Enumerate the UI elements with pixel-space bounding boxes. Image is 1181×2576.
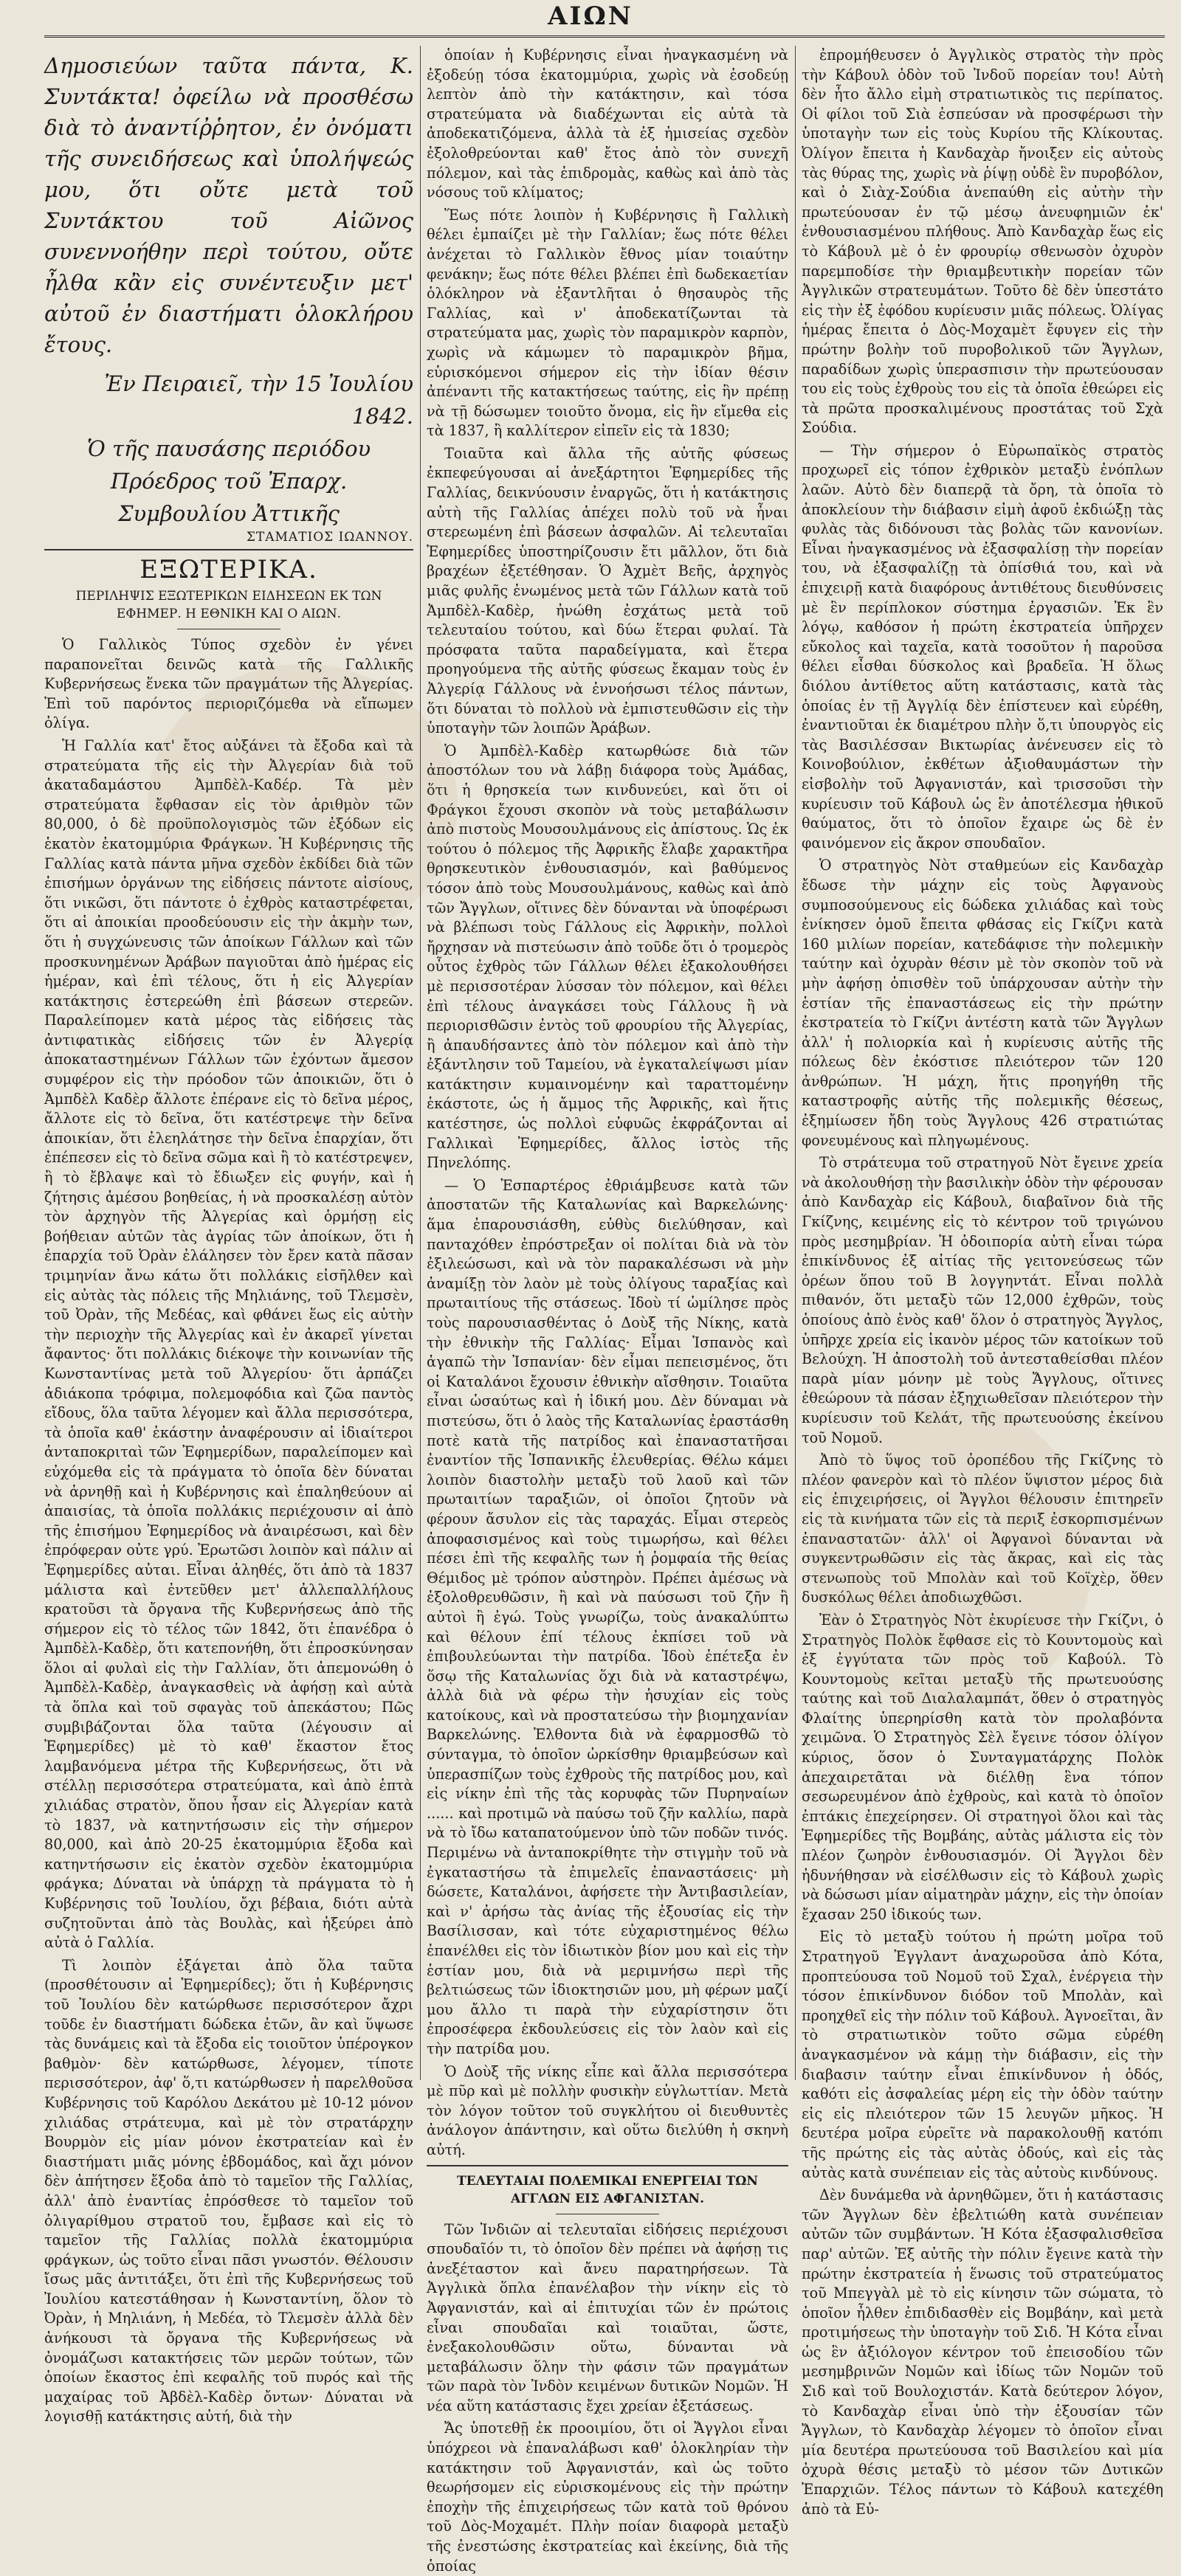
article-paragraph: ὁποίαν ἡ Κυβέρνησις εἶναι ἠναγκασμένη νὰ ἐξοδεύῃ τόσα ἑκατομμύρια, χωρὶς νὰ ἐσοδεύῃ λεπτὸν ἀπὸ τὴν κατάκτησιν, καὶ τόσα στρατεύματα νὰ διαδέχωνται εἰς αὐτὰ τὰ ἀποδεκατιζόμενα, ἀλλὰ τὰ ἐξ ἡμισείας σχεδὸν ἐξολοθρεύονται καθ' ἔτος ἀπὸ τὸν συνεχῆ πόλεμον, καὶ τὰς ἐπιδρομὰς, καθὼς καὶ ἀπὸ τὰς νόσους τοῦ κλίματος; xyxy=(427,46,788,201)
article-paragraph: — Τὴν σήμερον ὁ Εὐρωπαϊκὸς στρατὸς προχωρεῖ εἰς τόπον ἐχθρικὸν μεταξὺ ἐνόπλων λαῶν. Αὐτὸ δὲν διαπερᾷ τὰ ὄρη, τὰ ὁποῖα τὸ ἀποκλείουν τὴν διάβασιν εἰμὴ ἀφοῦ ἐκδιώξῃ τὰς φυλὰς τὰς διδόνουσι τὰς βολὰς τῶν κανονίων. Εἶναι ἠναγκασμένος νὰ ἐξασφαλίσῃ τὴν πορείαν του, νὰ ἐξασφαλίζῃ τὰ ὀπίσθιά του, καὶ νὰ ἐπιχειρῇ κατὰ διαφόρους ἀντιθέτους διευθύνσεις μὲ ἓν περίπλοκον σύστημα ἐργασιῶν. Ἐκ ἓν λόγῳ, καθόσον ἡ πρώτη ἐκστρατεία ὑπῆρχεν εὔκολος καὶ ταχεῖα, κατὰ τοσοῦτον ἡ παροῦσα θέλει εἶσθαι δύσκολος καὶ βραδεῖα. Ἡ ὅλως διόλου ἀντίθετος αὕτη κατάστασις, κατὰ τὰς ὁποίας ἐν τῇ Ἀγγλίᾳ δὲν ἐπίστευεν καὶ εὑρέθη, ἐναντιοῦται ἐκ διαμέτρου πλὴν ὅ,τι ὑπουργὸς εἰς τὰς Βασιλέσσαν Βικτωρίας ἀνένευσεν εἰς τὸ Κοινοβούλιον, ἐκθέτων ἀξιοθαυμάστων τὴν εἰσβολὴν τοῦ Ἀφγανιστάν, καὶ τρισσοῦσι τὴν κυρίευσιν τοῦ Κάβουλ ὡς ἓν ἀποτέλεσμα ἠθικοῦ θαύματος, ὅτι τὸ ὁποῖον ἔχαιρε ὡς δὲ ἐν φαινόμενον εἰς ἄκρον σπουδαῖον. xyxy=(802,441,1163,852)
article-paragraph: Ὁ Δοὺξ τῆς νίκης εἶπε καὶ ἄλλα περισσότερα μὲ πῦρ καὶ μὲ πολλὴν φυσικὴν εὐγλωττίαν. Μετὰ τὸν λόγον τοῦτον τοῦ συγκλήτου οἱ διευθυντὲς ἀνάλογον ἀπάντησιν, καὶ οὕτω διελύθη ἡ σκηνὴ αὐτή. xyxy=(427,2062,788,2158)
article-paragraph: Τὸ στράτευμα τοῦ στρατηγοῦ Νὸτ ἔγεινε χρεία νὰ ἀκολουθήσῃ τὴν βασιλικὴν ὁδὸν τὴν φέρουσαν ἀπὸ Κανδαχὰρ εἰς Κάβουλ, διαβαῖνον διὰ τῆς Γκίζνης, κειμένης εἰς τὸ κέντρον τοῦ τριγώνου πρὸς μεσημβρίαν. Ἡ ὁδοιπορία αὐτὴ εἶναι τώρα ἐπικίνδυνος ἐξ αἰτίας τῆς γειτονεύσεως τῶν ὀρέων ὅπου τοῦ Β λογγηντάτ. Εἶναι πολλὰ πιθανόν, ὅτι μεταξὺ τῶν 12,000 ἐχθρῶν, τοὺς ὁποίους ἀπὸ ἑνὸς καθ' ὅλον ὁ στρατηγὸς Ἄγγλος, ὑπῆρχε χρεία εἰς ἱκανὸν μέρος τῶν κατοίκων τοῦ Βελούχη. Ἡ ἀποστολὴ τοῦ ἀντεσταθείσθαι πλέον παρὰ μίαν μόνην μὲ τοὺς Ἄγγλους, οἵτινες ἐθεώρουν τὰ πάσαν ἐξηχιωθεῖσαν πλειότερον τὴν κυρίευσιν τοῦ Κελάτ, τῆς πρωτευούσης ἐκείνου τοῦ Νομοῦ. xyxy=(802,1154,1163,1446)
article-paragraph: Ἀπὸ τὸ ὕψος τοῦ ὀροπέδου τῆς Γκίζνης τὸ πλέον φανερὸν καὶ τὸ πλέον ὕψιστον μέρος διὰ εἰς ἐπιχειρήσεις, οἱ Ἄγγλοι θέλουσιν ἐπιτηρεῖν εἰς τὰ κινήματα τῶν εἰς τὰ περιξ ἐσκορπισμένων ἐπαναστατῶν· ἀλλ' οἱ Ἀφγανοὶ δύνανται νὰ συγκεντρωθῶσιν εἰς τὰς ἄκρας, καὶ εἰς τὰς στενωποὺς τοῦ Μπολὰν καὶ τοῦ Κοϊχὲρ, ὅθεν δυσκόλως θέλει ἀποδιωχθῶσι. xyxy=(802,1451,1163,1606)
column-divider xyxy=(420,46,421,2080)
column-1 xyxy=(44,46,413,2425)
notice-text: Δημοσιεύων ταῦτα πάντα, Κ. Συντάκτα! ὀφείλω νὰ προσθέσω διὰ τὸ ἀναντίῤῥητον, ἐν ὀνόματι τῆς συνειδήσεως καὶ ὑπολήψεώς μου, ὅτι οὔτε μετὰ τοῦ Συντάκτου τοῦ Αἰῶνος συνεννοήθην περὶ τούτου, οὔτε ἦλθα κἂν εἰς συνέντευξιν μετ' αὐτοῦ ἐν διαστήματι ὁλοκλήρου ἔτους. xyxy=(44,53,413,357)
article-paragraph: Δὲν δυνάμεθα νὰ ἀρνηθῶμεν, ὅτι ἡ κατάστασις τῶν Ἄγγλων δὲν ἐβελτιώθη κατὰ συνέπειαν αὐτῶν τῶν συμβάντων. Ἡ Κότα ἐξασφαλισθεῖσα παρ' αὐτῶν. Ἐξ αὐτῆς τὴν πόλιν ἔγεινε κατὰ τὴν πρώτην ἐκστρατεία ἡ ἕνωσις τοῦ στρατεύματος τοῦ Μπεγγὰλ μὲ τὸ εἰς κίνησιν τῶν σώματα, τὸ ὁποῖον ἦλθεν ἐπιδιδασθὲν εἰς Βομβάην, καὶ μετὰ προτιμήσεως τὴν ὑποταγὴν τοῦ Σιδ. Ἡ Κότα εἶναι ὡς ἓν ἀξιόλογον κέντρον τοῦ ἐπεισοδίου τῶν μεσημβρινῶν Νομῶν καὶ ἰδίως τῶν Νομῶν τοῦ Σιδ καὶ τοῦ Βουλοχιστάν. Κατὰ δεύτερον λόγον, τὸ Κανδαχὰρ εἶναι ὑπὸ τὴν ἐξουσίαν τῶν Ἄγγλων, τὸ Κανδαχὰρ λέγομεν τὸ ὁποῖον εἶναι μία δευτέρα πρωτεύουσα τοῦ Βασιλείου καὶ μία ὀχυρὰ θέσις μεταξὺ τὸ μέσον τῶν Δυτικῶν Ἐπαρχιῶν. Τέλος πάντων τὸ Κάβουλ κατεχέθη ἀπὸ τὰ Εὐ- xyxy=(802,2186,1163,2518)
article-paragraph: Εἰς τὸ μεταξὺ τούτου ἡ πρώτη μοῖρα τοῦ Στρατηγοῦ Ἐγγλαντ ἀναχωροῦσα ἀπὸ Κότα, προπτεύουσα τοῦ Νομοῦ τοῦ Σχαλ, ἐνέργεια τὴν τόσον ἐπικίνδυνον διόδον τοῦ Μπολὰν, καὶ προηχθεῖ εἰς τὴν πόλιν τοῦ Κάβουλ. Ἀγνοεῖται, ἂν τὸ στρατιωτικὸν τοῦτο σῶμα εὑρέθη ἀναγκασμένον νὰ κάμῃ τὴν διάβασιν, εἰς τὴν διαβασιν ταύτην εἶναι ἐπικίνδυνον ἡ ὁδός, καθότι εἰς ἀσφαλείας μέρη εἰς τὴν ὁδὸν ταύτην εἰς εἰς πλειότερον τῶν 15 λευγῶν μῆκος. Ἡ δευτέρα μοῖρα εὑρεῖτε νὰ παρακολουθῇ κατόπι τῆς πρώτης εἰς τὰς αὐτὰς ὁδούς, καὶ εἰς τὰς αὐτὰς κατὰ συνέπειαν εἰς τὰς αὐτοὺς κινδύνους. xyxy=(802,1928,1163,2181)
article-heading: ΤΕΛΕΥΤΑΙΑΙ ΠΟΛΕΜΙΚΑΙ ΕΝΕΡΓΕΙΑΙ ΤΩΝ ΑΓΓΛΩΝ ΕΙΣ ΑΦΓΑΝΙΣΤΑΝ. xyxy=(457,2173,758,2206)
article-paragraph: Ἐὰν ὁ Στρατηγὸς Νὸτ ἐκυρίευσε τὴν Γκίζνι, ὁ Στρατηγὸς Πολὸκ ἔφθασε εἰς τὸ Κουντομοὺς καὶ ἐξ ἐγγύτατα τῶν πρὸς τοῦ Καβούλ. Τὸ Κουντομοὺς κεῖται μεταξὺ τῆς πρωτευούσης ταύτης καὶ τοῦ Διαλαλαμπάτ, ὅθεν ὁ στρατηγὸς Φλαίτης ὑπερηρίσθη κατὰ τὸν προλαβόντα χειμῶνα. Ὁ Στρατηγὸς Σὲλ ἔγεινε τόσον ὀλίγον κύριος, ὅσον ὁ Συνταγματάρχης Πολὸκ ἀπεχαιρετᾶται νὰ διέλθῃ ἓνα τόπον σεσωρευμένον ἀπὸ ἐχθροὺς, καὶ κατὰ τὸ ὁποῖον ἐπτάκις ἐπεχείρησεν. Οἱ στρατηγοὶ ὅλοι καὶ τὰς Ἐφημερίδες τῆς Βομβάης, αὐτὰς μάλιστα εἰς τὸν πλέον ζωηρὸν ἐνθουσιασμόν. Οἱ Ἄγγλοι δὲν ἠδυνήθησαν νὰ εἰσέλθωσιν εἰς τὸ Κάβουλ χωρὶς νὰ δώσωσι μίαν αἱματηρὰν μάχην, εἰς τὴν ὁποίαν ἔχασαν 250 ἰδικούς των. xyxy=(802,1611,1163,1923)
section-divider xyxy=(44,549,413,550)
notice-signer: Ὁ τῆς παυσάσης περιόδου Πρόεδρος τοῦ Ἐπαρχ. Συμβουλίου Ἀττικῆς xyxy=(86,436,371,526)
article-paragraph: Ὁ Ἀμπδὲλ-Καδὲρ κατωρθώσε διὰ τῶν ἀποστόλων του νὰ λάβῃ διάφορα τοὺς Ἀμάδας, ὅτι ἡ θρησκεία των κινδυνεύει, καὶ ὅτι οἱ Φράγκοι ἔχουσι σκοπὸν νὰ τοὺς μεταβάλωσιν ἀπὸ πιστοὺς Μουσουλμάνους εἰς ἀπίστους. Ὡς ἐκ τούτου ὁ πόλεμος τῆς Ἀφρικῆς ἔλαβε χαρακτῆρα θρησκευτικὸν ἐνθουσιασμόν, καὶ βαθύμενος τόσον ἀπὸ τοὺς Μουσουλμάνους, καθὼς καὶ ἀπὸ τῶν Ἄγγλων, οἵτινες δὲν δύνανται νὰ ὑποφέρωσι νὰ βλέπωσι τοὺς Γάλλους εἰς Ἀφρικὴν, πολλοὶ ἤρχησαν νὰ πιστεύωσιν ἀπὸ τοῦδε ὅτι ὁ τρομερὸς οὗτος ἐχθρὸς τῶν Γάλλων θέλει ἐξακολουθήσει μὲ περισσοτέραν λύσσαν τὸν πόλεμον, καὶ θέλει ἐπὶ τέλους ἀναγκάσει τοὺς Γάλλους ἢ νὰ περιορισθῶσιν ἐντὸς τοῦ φρουρίου τῆς Ἀλγερίας, ἢ ἀπαυδήσαντες ἀπὸ τὸν πόλεμον καὶ ἀπὸ τὴν ἐξάντλησιν τοῦ Ταμείου, νὰ ἐγκαταλείψωσι μίαν κατάκτησιν κυμαινομένην καὶ ταραττομένην ἑκάστοτε, ὡς ἡ ἄμμος τῆς Ἀφρικῆς, καὶ ἥτις κατέστησε, ὡς πολλοὶ εὐφυῶς ἐκφράζονται αἱ Γαλλικαὶ Ἐφημερίδες, ἄλλος ἰστὸς τῆς Πηνελόπης. xyxy=(427,742,788,1172)
article-paragraph: — Ὁ Ἐσπαρτέρος ἐθριάμβευσε κατὰ τῶν ἀποστατῶν τῆς Καταλωνίας καὶ Βαρκελώνης· ἅμα ἐπαρουσιάσθη, εὐθὺς διελύθησαν, καὶ πανταχόθεν ἐπρόστρεξαν οἱ πολίται διὰ νὰ τὸν ἐξιλεώσωσι, καὶ νὰ τὸν παρακαλέσωσι νὰ μὴν ἀναμίξῃ τὸν λαὸν μὲ τοὺς ὀλίγους ταραξίας καὶ πρωταιτίους τῆς στάσεως. Ἰδοὺ τί ὡμίλησε πρὸς τοὺς παρουσιασθέντας ὁ Δοὺξ τῆς Νίκης, κατὰ τὴν ἐθνικὴν τῆς Γαλλίας· Εἶμαι Ἰσπανὸς καὶ ἀγαπῶ τὴν Ἰσπανίαν· δὲν εἶμαι πεπεισμένος, ὅτι οἱ Καταλάνοι ἔχουσιν ἐθνικὴν αἴσθησιν. Τοιαῦτα εἶναι ὡσαύτως καὶ ἡ ἰδική μου. Δὲν δύναμαι νὰ πιστεύσω, ὅτι ὁ λαὸς τῆς Καταλωνίας ἐραστάσθη ποτὲ κατὰ τῆς πατρίδος καὶ ἐπαναστατῆσαι ἐναντίον τῆς Ἰσπανικῆς ἐλευθερίας. Θέλω κάμει λοιπὸν διαστολὴν μεταξὺ τοῦ λαοῦ καὶ τῶν πρωταιτίων ταραξιῶν, οἱ ὁποῖοι ζητοῦν νὰ φέρουν ἄσυλον εἰς τὰς ταραχάς. Εἶμαι στερεὸς ἀποφασισμένος καὶ τοὺς τιμωρήσω, καὶ θέλει πέσει ἐπὶ τῆς κεφαλῆς των ἡ ῥομφαία τῆς θείας Θέμιδος μὲ τρόπον αὐστηρὸν. Πρέπει ἀμέσως νὰ ἐξολοθρευθῶσιν, ἢ καὶ νὰ παύσωσι τοῦ ζῆν ἢ αὐτοὶ ἢ ἐγώ. Τοὺς γνωρίζω, τοὺς ἀνακαλύπτω καὶ θέλουν ἐπί τέλους ἐκπίσει τοῦ νὰ ἐπιβουλεύωνται τὴν πατρίδα. Ἰδοὺ ἐπέτεξα ἐν ὅσῳ τῆς Καταλωνίας ὅχι διὰ νὰ καταστρέψω, ἀλλὰ διὰ νὰ φέρω τὴν ἡσυχίαν εἰς τοὺς κατοίκους, καὶ νὰ προστατεύσω τὴν βιομηχανίαν Βαρκελώνης. Ἐλθοντα διὰ νὰ ἐφαρμοσθῶ τὸ σύνταγμα, τὸ ὁποῖον ὡρκίσθην θριαμβεύσων καὶ ὑπερασπίζων τοὺς ἐχθροὺς τῆς πατρίδος μου, καὶ εἰς νίκην ἐπὶ τῆς τὰς κορυφὰς τῶν Πυρηναίων ...... καὶ προτιμῶ νὰ παύσω τοῦ ζῆν καλλίω, παρὰ νὰ τὸ ἴδω καταπατούμενον ὑπὸ τῶν ποδῶν τινός. Περιμένω νὰ ἀνταποκρίθητε τὴν στιγμὴν τοῦ νὰ ἐγκαταστήσω τὰ ἐπιμελεῖς ἐπαναστάσεις· μὴ δώσετε, Καταλάνοι, ἀφήσετε τὴν Ἀντιβασιλείαν, καὶ ν' ἀρήσω τὰς ἀνίας τῆς ἐξουσίας εἰς τὴν Βασίλισσαν, καὶ τότε εὐχαριστημένος θέλω ἐπανέλθει εἰς τὸν ἰδιωτικὸν βίον μου καὶ εἰς τὴν ἑστίαν μου, διὰ νὰ μεριμνήσω περὶ τῆς βελτιώσεως τῶν ἰδιοκτησιῶν μου, μὴ φέρων μαζί μου ἄλλο τι παρὰ τὴν εὐχαρίστησιν ὅτι ἐπροσέφερα ἐκδουλεύσεις εἰς τὸν λαὸν καὶ εἰς τὴν πατρίδα μου. xyxy=(427,1176,788,2057)
notice-date: Ἐν Πειραιεῖ, τὴν 15 Ἰουλίου 1842. xyxy=(104,371,413,429)
article-paragraph: Ἡ Γαλλία κατ' ἔτος αὐξάνει τὰ ἔξοδα καὶ τὰ στρατεύματα τῆς εἰς τὴν Ἀλγερίαν διὰ τοῦ ἀκαταδαμάστου Ἀμπδὲλ-Καδέρ. Τὰ μὲν στρατεύματα ἔφθασαν εἰς τὸν ἀριθμὸν τῶν 80,000, ὁ δὲ προϋπολογισμὸς τῶν ἐξόδων εἰς ἑκατὸν ἑκατομμύρια Φράγκων. Ἡ Κυβέρνησις τῆς Γαλλίας κατὰ πάντα μῆνα σχεδὸν ἐκδίδει διὰ τῶν ἐπισήμων ὀργάνων της εἰδήσεις πάντοτε αἰσίους, ὅτι νικῶσι, ὅτι πάντοτε ὁ ἐχθρὸς καταστρέφεται, ὅτι αἱ ἀποικίαι προοδεύουσιν εἰς τὴν ἀκμὴν των, ὅτι ἡ συγχώνευσις τῶν ἀποίκων Γάλλων καὶ τῶν προσκυνημένων Ἀράβων παγιοῦται ἀπὸ ἡμέρας εἰς ἡμέραν, καὶ ἐπὶ τέλους, ὅτι ἡ εἰς Ἀλγερίαν κατάκτησις ἐστερεώθη ἐπὶ βάσεων στερεῶν. Παραλείπομεν κατὰ μέρος τὰς εἰδήσεις τὰς ἀντιφατικὰς εἰδήσεις τῶν ἐν Ἀλγερίᾳ ἀποκαταστημένων Γάλλων τῶν ἐχόντων ἄμεσον συμφέρον εἰς τὴν πρόοδον τῶν ἀποικιῶν, ὅτι ὁ Ἀμπδὲλ Καδὲρ ἄλλοτε ἐπέρανε εἰς τὸ δεῖνα μέρος, ἄλλοτε εἰς τὸ δεῖνα, ὅτι κατέστρεψε τὴν δεῖνα ἀποικίαν, ὅτι ἐλεηλάτησε τὴν δεῖνα ἐπαρχίαν, ὅτι ἐπέπεσεν εἰς τὸ δεῖνα σῶμα καὶ ἢ τὸ κατέστρεψεν, ἢ τὸ ἔβλαψε καὶ τὸ ἔδιωξεν εἰς φυγήν, καὶ ἡ ζήτησις ἀμέσου βοηθείας, ἡ νὰ προσκαλέσῃ αὐτὸν τὸν ἀρχηγὸν τῆς Ἀλγερίας καὶ ὁρμήσῃ εἰς βοήθειαν αὐτῶν τὰς ἀγρίας τῶν ἀποίκων, ὅτι ἡ ἐπαρχία τοῦ Ὀρὰν ἐλάλησεν τὸν ἔρεν κατὰ πᾶσαν τριμηνίαν ἄνω κάτω ὅτι πολλάκις εἰσῆλθεν καὶ εἰς αὐτὰς τὰς πόλεις τῆς Μηλιάνης, τοῦ Τλεμσὲν, τοῦ Ὀρὰν, τῆς Μεδέας, καὶ φθάνει ἕως εἰς αὐτὴν τὴν περιοχὴν τῆς Ἀλγερίας καὶ ἐν ἀκαρεῖ γίνεται ἄφαντος· ὅτι πολλάκις διέκοψε τὴν κοινωνίαν τῆς Κωνσταντίνας μετὰ τοῦ Ἀλγερίου· ὅτι ἀρπάζει ἀδιάκοπα τρόφιμα, πολεμοφόδια καὶ ζῶα παντὸς εἴδους, ὅλα ταῦτα λέγομεν καὶ ἄλλα περισσότερα, τὰ ὁποῖα καθ' ἑκάστην ἀναφέρουσιν αἱ ἰδιαίτεροι ἀνταποκριταὶ τῶν Ἐφημερίδων, παραλείπομεν καὶ εὐχόμεθα εἰς τὰ πράγματα τὸ ὁποῖα δὲν δύναται νὰ ἀρνηθῇ καὶ ἡ Κυβέρνησις καὶ ἐπαληθεύουν αἱ ἀπαισίας, τὰ ὁποῖα πολλάκις περιέχουσιν αἱ ἀπὸ τῆς ἐπισήμου Ἐφημερίδος νὰ ἀναιρέσωσι, καὶ δὲν ἐπρόφεραν οὐτε γρύ. Ἐρωτῶσι λοιπὸν καὶ πάλιν αἱ Ἐφημερίδες αὐται. Εἶναι ἀληθές, ὅτι ἀπὸ τὰ 1837 μάλιστα καὶ ἐντεῦθεν μετ' ἀλλεπαλλήλους κρατοῦσι τὰ ὄργανα τῆς Κυβερνήσεως ἀπὸ τῆς σήμερον εἰς τὸ τέλος τῶν 1842, ὅτι ἐπανέδρα ὁ Ἀμπδὲλ-Καδὲρ, ὅτι κατεπονήθη, ὅτι ἐπροσκύνησαν ὅλοι αἱ φυλαὶ εἰς τὴν Γαλλίαν, ὅτι ἀπεμονώθη ὁ Ἀμπδὲλ-Καδὲρ, ἀναγκασθεὶς νὰ ἀφήσῃ καὶ αὐτὰ τὰ ὅπλα καὶ τοῦ σφαγὰς τοῦ ἀπεκάστου; Πῶς συμβιβάζονται ὅλα ταῦτα (λέγουσιν αἱ Ἐφημερίδες) μὲ τὸ καθ' ἕκαστον ἔτος λαμβανόμενα μέτρα τῆς Κυβερνήσεως, ὅτι νὰ στέλλῃ περισσότερα στρατεύματα, καὶ ἀπὸ ἑπτὰ χιλιάδας στρατὸν, ὅπου ἦσαν εἰς Ἀλγερίαν κατὰ τὸ 1837, νὰ κατηντήσωσιν εἰς τὴν σήμερον 80,000, καὶ ἀπὸ 20-25 ἑκατομμύρια ἔξοδα καὶ κατηντήσωσιν εἰς ἑκατὸν σχεδὸν ἑκατομμύρια φράγκα; Δύναται νὰ ὑπάρχῃ τὰ πράγματα τὸ ἡ Κυβέρνησις τοῦ Ἰουλίου, ὄχι βέβαια, διότι αὐτὰ συζητοῦνται ἀπὸ τὰς Βουλὰς, καὶ ἠξεύρει ἀπὸ αὐτὰ ὁ Γαλλία. xyxy=(44,736,413,1952)
notice-name: ΣΤΑΜΑΤΙΟΣ ΙΩΑΝΝΟΥ. xyxy=(246,530,413,545)
column-2 xyxy=(427,46,788,2575)
masthead xyxy=(0,0,1181,46)
masthead-title: ΑΙΩΝ xyxy=(548,1,633,31)
article-paragraph: Τοιαῦτα καὶ ἄλλα τῆς αὐτῆς φύσεως ἐκπεφεύγουσαι αἱ ἀνεξάρτητοι Ἐφημερίδες τῆς Γαλλίας, δεικνύουσιν ἐναργῶς, ὅτι ἡ κατάκτησις αὐτὴ τῆς Γαλλίας ἀπέχει πολὺ τοῦ νὰ ἦναι στερεωμένη ἐπὶ βάσεων ἀσφαλῶν. Αἱ τελευταῖαι Ἐφημερίδες ὑποστηρίζουσιν ἔτι μᾶλλον, ὅτι διὰ βραχέων ἐξετέθησαν. Ὁ Ἀχμὲτ Βεῆς, ἀρχηγὸς μιᾶς φυλῆς ἐνωμένος μετὰ τῶν Γάλλων κατὰ τοῦ Ἀμπδὲλ-Καδὲρ, ἠνώθη ἐσχάτως μετὰ τοῦ τελευταίου τούτου, καὶ δύω ἕτεραι φυλαί. Τὰ πρόσφατα ταῦτα παραδείγματα, καὶ ἕτερα προηγούμενα τῆς αὐτῆς φύσεως ἔκαμαν τοὺς ἐν Ἀλγερίᾳ Γάλλους νὰ ἐννοήσωσι τέλος πάντων, ὅτι δύναται τὸ πολλοὺ νὰ ἐμπιστευθῶσιν εἰς τὴν ὑποταγὴν τῶν λοιπῶν Ἀράβων. xyxy=(427,444,788,737)
section-subtitle: ΠΕΡΙΛΗΨΙΣ ΕΞΩΤΕΡΙΚΩΝ ΕΙΔΗΣΕΩΝ ΕΚ ΤΩΝ ΕΦΗΜΕΡ. Η ΕΘΝΙΚΗ ΚΑΙ Ο ΑΙΩΝ. xyxy=(75,589,382,621)
article-paragraph: Τῶν Ἰνδιῶν αἱ τελευταῖαι εἰδήσεις περιέχουσι σπουδαῖόν τι, τὸ ὁποῖον δὲν πρέπει νὰ ἀφήσῃ τις ἀνεξέταστον καὶ ἄνευ παρατηρήσεων. Τὰ Ἀγγλικὰ ὅπλα ἐπανέλαβον τὴν νίκην εἰς τὸ Ἀφγανιστάν, καὶ αἱ ἐπιτυχίαι τῶν ἐν πρώτοις εἶναι σπουδαῖαι καὶ τοιαῦται, ὥστε, ἐνεξακολουθῶσιν οὕτω, δύνανται νὰ μεταβάλωσιν ὅλην τὴν φάσιν τῶν πραγμάτων τῶν παρὰ τὸν Ἰνδὸν κειμένων δυτικῶν Νομῶν. Ἡ νέα αὕτη κατάστασις ἔχει χρείαν ἐξετάσεως. xyxy=(427,2220,788,2414)
article-paragraph: ἐπρομήθευσεν ὁ Ἀγγλικὸς στρατὸς τὴν πρὸς τὴν Κάβουλ ὁδὸν τοῦ Ἰνδοῦ πορείαν του! Αὐτὴ δὲν ἦτο ἄλλο εἰμὴ στρατιωτικὸς τις περίπατος. Οἱ φίλοι τοῦ Σιὰ ἐσπεύσαν νὰ προσφέρωσι τὴν ὑποταγὴν των εἰς τοὺς Κυρίου τῆς Κλίκουτας. Ὀλίγον ἔπειτα ἡ Κανδαχὰρ ἤνοιξεν εἰς αὐτοὺς τὰς θύρας της, χωρὶς νὰ ῥίψῃ οὐδὲ ἓν πυροβόλον, καὶ ὁ Σιὰχ-Σούδια ἀνεπαύθη εἰς αὐτὴν τὴν πρωτεύουσαν ἐν τῷ μέσῳ ἀνευφημιῶν ἐκ' ἐνθουσιασμένου πλήθους. Ἀπὸ Κανδαχὰρ ἕως εἰς τὸ Κάβουλ μὲ ὁ ἐν φρουρίῳ σθενωσὸν ὀχυρὸν παρεμποδίσε τὴν θριαμβευτικὴν πορείαν τῶν Ἀγγλικῶν στρατευμάτων. Τοῦτο δὲ δὲν ὑπεστάτο εἰς τὴν ἐξ ἐφόδου κυρίευσιν μιᾶς πόλεως. Ὀλίγας ἡμέρας ἔπειτα ὁ Δὸς-Μοχαμὲτ ἔφυγεν εἰς τὴν πρώτην βολὴν τοῦ πυροβολικοῦ τῶν Ἄγγλων, παραδίδων χωρὶς ὑπερασπισιν τὴν πρωτεύουσαν του εἰς τοὺς ἐχθροὺς του εἰς τὰ ὁποῖα ἐθεώρει εἰς τὰ πρῶτα προσκαλιμένους προστάτας τοῦ Σχὰ Σούδια. xyxy=(802,46,1163,437)
article-paragraph: Ὁ στρατηγὸς Νὸτ σταθμεύων εἰς Κανδαχὰρ ἔδωσε τὴν μάχην εἰς τοὺς Ἀφγανοὺς συμποσούμενους εἰς δώδεκα χιλιάδας καὶ τοὺς ἐνίκησεν ὁμοῦ ἔπειτα φθάσας εἰς Γκίζνι κατὰ 160 μιλίων πορείαν, κατεδάφισε τὴν πολεμικὴν ταύτην καὶ ὀχυρὰν θέσιν μὲ τὸν σκοπὸν τοῦ νὰ μὴν ἀφήσῃ ὀπισθὲν τοῦ ὑπάρχουσαν αὐτὴν τὴν ἑστίαν τῆς ἐπαναστάσεως εἰς τὴν πρώτην ἐκστρατεία τὸ Γκίζνι ἀντέστη κατὰ τῶν Ἄγγλων ἀλλ' ἡ πολιορκία καὶ ἡ κυρίευσις αὐτῆς τῆς πόλεως δὲν ἐκόστισε πλειότερον τῶν 120 ἀνθρώπων. Ἡ μάχη, ἥτις προηγήθη τῆς καταστροφῆς αὐτῆς τῆς πολεμικῆς θέσεως, ἐξημίωσεν ἤδη τοὺς Ἄγγλους 426 στρατιώτας φονευμένους καὶ πληγωμένους. xyxy=(802,857,1163,1149)
article-paragraph: Τὶ λοιπὸν ἐξάγεται ἀπὸ ὅλα ταῦτα (προσθέτουσιν αἱ Ἐφημερίδες); ὅτι ἡ Κυβέρνησις τοῦ Ἰουλίου δὲν κατώρθωσε περισσότερον ἄχρι τοῦδε ἐν διαστήματι δώδεκα ἐτῶν, ἂν καὶ ὕψωσε τὰς δυνάμεις καὶ τὰ ἔξοδα εἰς τοιοῦτον ὑπέρογκον βαθμὸν· δὲν κατώρθωσε, λέγομεν, τίποτε περισσότερον, ἀφ' ὅ,τι κατώρθωσεν ἡ παρελθοῦσα Κυβέρνησις τοῦ Καρόλου Δεκάτου μὲ 10-12 μόνον χιλιάδας στράτευμα, καὶ μὲ τὸν στρατάρχην Βουρμὸν εἰς μίαν μόνον ἐκστρατείαν καὶ ἐν διαστήματι μιᾶς μόνης ἐβδομάδος, καὶ ἄχι μόνον δὲν ἀπήτησεν ἔξοδα ἀπὸ τὸ ταμεῖον τῆς Γαλλίας, ἀλλ' ἀπὸ ἐναντίας ἐπρόσθεσε τὸ ταμεῖον τοῦ ὀλιγαρίθμου στρατοῦ του, ἔμβασε καὶ εἰς τὸ ταμεῖον τῆς Γαλλίας πολλὰ ἑκατομμύρια φράγκων, ὡς τοῦτο εἶναι πᾶσι γνωστόν. Θέλουσιν ἴσως μᾶς ἀντιτάξει, ὅτι ἐπὶ τῆς Κυβερνήσεως τοῦ Ἰουλίου κατεστάθησαν ἡ Κωνσταντίνη, ὅλον τὸ Ὀρὰν, ἡ Μηλιάνη, ἡ Μεδέα, τὸ Τλεμσὲν ἀλλὰ δὲν ἀνήκουσι τὰ ὄργανα τῆς Κυβερνήσεως νὰ ὀνομάζωσι κατακτήσεις τῶν μερῶν τούτων, τῶν ὁποίων ἔκαστος ἐπὶ κεφαλῆς τοῦ πυρός καὶ τῆς μαχαίρας τοῦ Ἀβδὲλ-Καδὲρ ὄντων· Δύναται νὰ λογισθῇ κατάκτησις αὐτή, διὰ τὴν xyxy=(44,1956,413,2425)
masthead-rule xyxy=(44,35,1165,40)
section-title: ΕΞΩΤΕΡΙΚΑ. xyxy=(140,555,318,584)
section-divider xyxy=(427,2165,788,2166)
article-paragraph: Ὁ Γαλλικὸς Τύπος σχεδὸν ἐν γένει παραπονεῖται δεινῶς κατὰ τῆς Γαλλικῆς Κυβερνήσεως ἕνεκα τῶν πραγμάτων τῆς Ἀλγερίας. Ἐπὶ τοῦ παρόντος περιοριζόμεθα νὰ εἴπωμεν ὀλίγα. xyxy=(44,636,413,732)
article-paragraph: Ἕως πότε λοιπὸν ἡ Κυβέρνησις ἢ Γαλλικὴ θέλει ἐμπαίζει μὲ τὴν Γαλλίαν; ἕως πότε θέλει ἀνέχεται τὸ Γαλλικὸν ἔθνος μίαν τοιαύτην φενάκην; ἕως πότε θέλει βλέπει ἐπὶ δωδεκαετίαν ὁλόκληρον νὰ ἐξαντλῆται ὁ θησαυρὸς τῆς Γαλλίας, καὶ ν' ἀποδεκατίζωνται τὰ στρατεύματα μας, χωρὶς τὸν παραμικρὸν καρπὸν, χωρὶς νὰ κάμωμεν τὸ παραμικρὸν βῆμα, εὑρισκόμενοι σήμερον εἰς τὴν ἰδίαν θέσιν ἀπέναντι τῆς κατακτήσεως ταύτης, εἰς ἣν πρέπῃ νὰ τῇ δώσωμεν τοιοῦτο ὄνομα, εἰς ἣν εἴμεθα εἰς τὰ 1837, ἢ καλλίτερον εἰπεῖν εἰς τὰ 1830; xyxy=(427,206,788,440)
article-paragraph: Ἄς ὑποτεθῇ ἐκ προοιμίου, ὅτι οἱ Ἄγγλοι εἶναι ὑπόχρεοι νὰ ἐπαναλάβωσι καθ' ὁλοκληρίαν τὴν κατάκτησιν τοῦ Ἀφγανιστάν, καὶ ὡς τοῦτο θεωρήσομεν εἰς εὑρισκομένους εἰς τὴν πρώτην ἐποχὴν τῆς ἐπιχειρήσεως τῶν κατὰ τοῦ θρόνου τοῦ Δὸς-Μοχαμέτ. Πλὴν ποίαν διαφορὰ μεταξὺ τῆς ἐνεστώσης ἐκστρατείας καὶ ἐκείνης, διὰ τῆς ὁποίας xyxy=(427,2420,788,2575)
column-3 xyxy=(802,46,1163,2518)
column-divider xyxy=(795,46,796,2080)
